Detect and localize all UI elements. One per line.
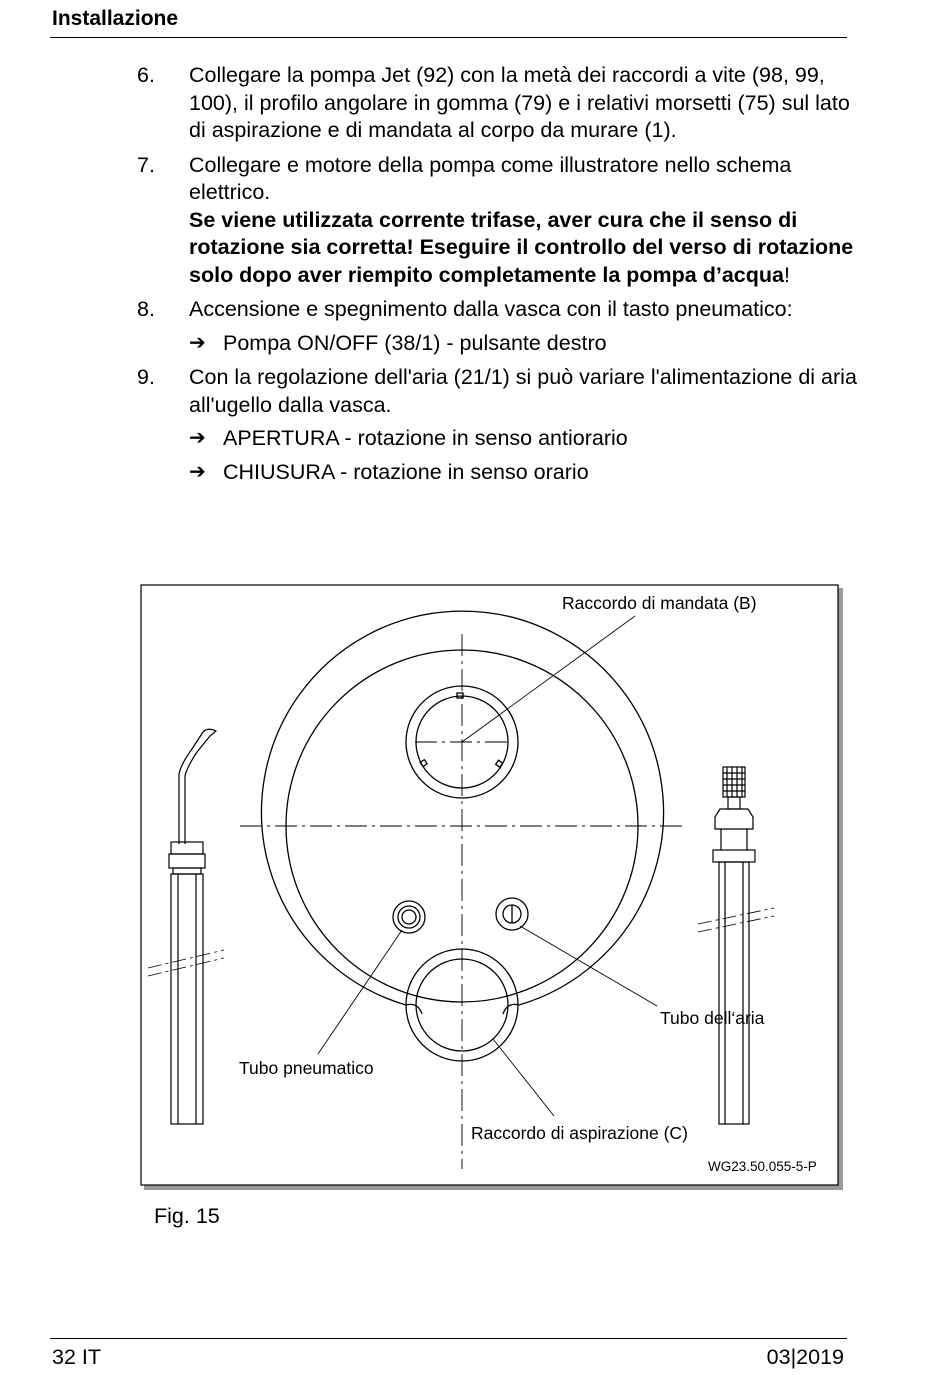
bullet-item [189, 425, 857, 453]
bullet-item [189, 459, 857, 487]
step-6 [137, 62, 857, 145]
warning-text [189, 207, 857, 290]
header-title: Installazione [52, 7, 179, 30]
footer-date: 03|2019 [766, 1345, 844, 1369]
arrow-right-icon: ➔ [189, 460, 206, 483]
installation-diagram [140, 584, 844, 1191]
bullet-text: CHIUSURA - rotazione in senso orario [223, 459, 589, 484]
step-text: Collegare la pompa Jet (92) con la metà dei raccordi a vite (98, 99, 100), il profilo angolare in gomma (79) e i relativi morsetti (75) sul lato di aspirazione e di mandata al corpo da murare (1). [189, 63, 850, 142]
step-text: Accensione e spegnimento dalla vasca con il tasto pneumatico: [189, 297, 793, 321]
step-7 [137, 152, 857, 290]
step-number: 9. [137, 365, 155, 389]
step-9 [137, 364, 857, 486]
bullet-text: APERTURA - rotazione in senso antiorario [223, 426, 628, 450]
step-number: 6. [137, 63, 155, 87]
arrow-right-icon: ➔ [189, 331, 206, 354]
label-pneumatic-tube: Tubo pneumatico [239, 1058, 374, 1078]
warning-bold: Se viene utilizzata corrente trifase, aver cura che il senso di rotazione sia corretta! Eseguire il controllo del verso di rotazione solo dopo aver riempito completamente la pompa d’acqua [189, 207, 854, 287]
figure-15 [140, 584, 844, 1191]
page-number: 32 IT [52, 1345, 101, 1369]
warning-suffix: ! [783, 262, 790, 287]
footer-rule [50, 1338, 847, 1339]
drawing-code: WG23.50.055-5-P [708, 1159, 817, 1174]
bullet-text: Pompa ON/OFF (38/1) - pulsante destro [223, 330, 607, 355]
step-number: 8. [137, 297, 155, 321]
step-number: 7. [137, 152, 155, 177]
step-8 [137, 296, 857, 357]
bullet-item [189, 330, 857, 358]
label-suction-socket: Raccordo di aspirazione (C) [471, 1123, 688, 1143]
label-discharge-socket: Raccordo di mandata (B) [562, 593, 757, 613]
step-text: Con la regolazione dell'aria (21/1) si può variare l'alimentazione di aria all'ugello dalla vasca. [189, 365, 857, 417]
figure-caption: Fig. 15 [154, 1204, 220, 1228]
step-text: Collegare e motore della pompa come illustratore nello schema elettrico. [189, 152, 792, 204]
arrow-right-icon: ➔ [189, 427, 206, 449]
label-air-tube: Tubo dell‘aria [660, 1008, 765, 1028]
header-rule [50, 37, 847, 38]
instruction-list [137, 62, 857, 493]
